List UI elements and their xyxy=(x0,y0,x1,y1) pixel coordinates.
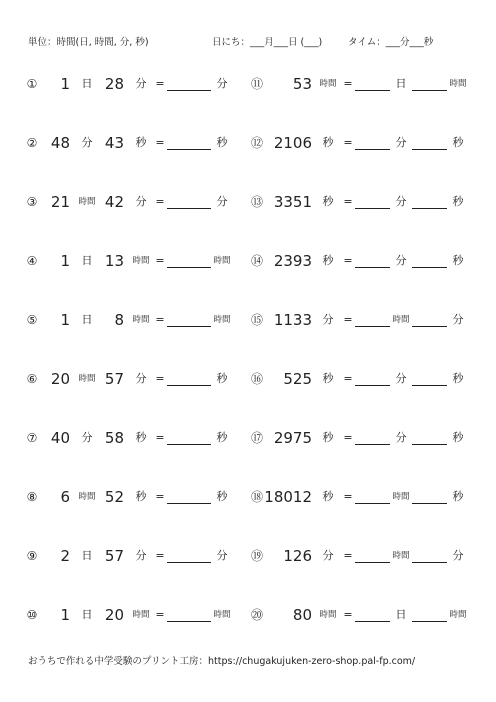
answer-blank-second[interactable] xyxy=(412,621,447,622)
answer-blank[interactable] xyxy=(167,90,211,91)
problem-number: ⑦ xyxy=(26,431,38,445)
equals-sign: = xyxy=(343,77,353,90)
problem-number: ② xyxy=(26,136,38,150)
equals-sign: = xyxy=(343,608,353,621)
equals-sign: = xyxy=(343,313,353,326)
given-value: 2106 xyxy=(273,134,312,152)
given-unit: 秒 xyxy=(322,254,334,267)
answer-blank[interactable] xyxy=(167,326,211,327)
second-unit: 秒 xyxy=(135,431,147,444)
given-unit: 秒 xyxy=(322,136,334,149)
problem-row xyxy=(0,603,496,627)
given-unit: 時間 xyxy=(319,79,337,89)
second-unit: 分 xyxy=(135,195,147,208)
problem-row xyxy=(0,131,496,155)
problem-number: ① xyxy=(26,77,38,91)
second-unit: 時間 xyxy=(132,315,150,325)
equals-sign: = xyxy=(343,549,353,562)
first-value: 1 xyxy=(60,252,70,270)
problem-row xyxy=(0,485,496,509)
problem-number: ⑨ xyxy=(26,549,38,563)
problem-number: ⑪ xyxy=(250,77,263,91)
problem-row xyxy=(0,544,496,568)
first-unit: 日 xyxy=(81,313,93,326)
answer-blank-second[interactable] xyxy=(412,385,447,386)
answer-unit-first: 分 xyxy=(395,254,407,267)
answer-blank[interactable] xyxy=(167,562,211,563)
first-value: 1 xyxy=(60,75,70,93)
answer-unit: 秒 xyxy=(216,490,228,503)
problem-row xyxy=(0,249,496,273)
given-value: 525 xyxy=(283,370,312,388)
first-unit: 時間 xyxy=(78,374,96,384)
second-value: 58 xyxy=(104,429,124,447)
first-unit: 分 xyxy=(81,136,93,149)
problem-number: ④ xyxy=(26,254,38,268)
answer-unit-first: 分 xyxy=(395,195,407,208)
second-value: 52 xyxy=(104,488,124,506)
answer-blank[interactable] xyxy=(167,267,211,268)
equals-sign: = xyxy=(155,490,165,503)
first-unit: 時間 xyxy=(78,492,96,502)
equals-sign: = xyxy=(155,549,165,562)
answer-unit: 秒 xyxy=(216,431,228,444)
first-value: 40 xyxy=(50,429,70,447)
equals-sign: = xyxy=(155,136,165,149)
answer-unit: 分 xyxy=(216,549,228,562)
answer-blank-second[interactable] xyxy=(412,503,447,504)
problem-number: ⑯ xyxy=(250,372,263,386)
second-value: 20 xyxy=(104,606,124,624)
given-unit: 分 xyxy=(322,549,334,562)
given-value: 2975 xyxy=(273,429,312,447)
answer-unit-second: 秒 xyxy=(452,254,464,267)
answer-unit-second: 秒 xyxy=(452,490,464,503)
equals-sign: = xyxy=(155,431,165,444)
given-unit: 秒 xyxy=(322,372,334,385)
answer-unit-first: 分 xyxy=(395,431,407,444)
second-value: 57 xyxy=(104,370,124,388)
given-value: 3351 xyxy=(273,193,312,211)
problem-number: ⑬ xyxy=(250,195,263,209)
second-unit: 分 xyxy=(135,77,147,90)
answer-blank-first[interactable] xyxy=(355,503,390,504)
equals-sign: = xyxy=(343,195,353,208)
problem-number: ⑤ xyxy=(26,313,38,327)
answer-unit: 秒 xyxy=(216,136,228,149)
given-unit: 秒 xyxy=(322,490,334,503)
equals-sign: = xyxy=(155,77,165,90)
given-value: 53 xyxy=(292,75,312,93)
answer-unit-second: 秒 xyxy=(452,431,464,444)
answer-blank-second[interactable] xyxy=(412,267,447,268)
equals-sign: = xyxy=(155,254,165,267)
equals-sign: = xyxy=(343,490,353,503)
problem-number: ③ xyxy=(26,195,38,209)
problem-row xyxy=(0,190,496,214)
problem-row xyxy=(0,308,496,332)
given-unit: 分 xyxy=(322,313,334,326)
first-unit: 時間 xyxy=(78,197,96,207)
answer-unit-first: 時間 xyxy=(392,315,410,325)
answer-blank-first[interactable] xyxy=(355,149,390,150)
answer-blank[interactable] xyxy=(167,503,211,504)
answer-unit: 秒 xyxy=(216,372,228,385)
problem-row xyxy=(0,72,496,96)
answer-unit-first: 分 xyxy=(395,372,407,385)
second-unit: 分 xyxy=(135,372,147,385)
given-unit: 秒 xyxy=(322,195,334,208)
first-unit: 日 xyxy=(81,549,93,562)
given-value: 18012 xyxy=(264,488,312,506)
problem-number: ⑰ xyxy=(250,431,263,445)
second-unit: 時間 xyxy=(132,256,150,266)
answer-blank-second[interactable] xyxy=(412,90,447,91)
given-value: 2393 xyxy=(273,252,312,270)
answer-unit: 時間 xyxy=(213,256,231,266)
first-unit: 分 xyxy=(81,431,93,444)
problem-number: ⑩ xyxy=(26,608,38,622)
answer-blank-second[interactable] xyxy=(412,562,447,563)
answer-blank-first[interactable] xyxy=(355,621,390,622)
first-value: 48 xyxy=(50,134,70,152)
second-value: 8 xyxy=(114,311,124,329)
answer-unit-first: 分 xyxy=(395,136,407,149)
answer-blank-second[interactable] xyxy=(412,208,447,209)
answer-unit: 時間 xyxy=(213,610,231,620)
second-unit: 時間 xyxy=(132,610,150,620)
problem-row xyxy=(0,426,496,450)
answer-unit: 時間 xyxy=(213,315,231,325)
first-value: 1 xyxy=(60,606,70,624)
problem-number: ⑫ xyxy=(250,136,263,150)
units-label: 単位：時間(日, 時間, 分, 秒) xyxy=(28,37,149,48)
answer-blank-second[interactable] xyxy=(412,444,447,445)
answer-unit-second: 秒 xyxy=(452,372,464,385)
worksheet-header xyxy=(0,34,496,50)
given-value: 80 xyxy=(292,606,312,624)
answer-unit-second: 時間 xyxy=(449,79,467,89)
date-label: 日にち：___月___日 (___) xyxy=(212,37,323,48)
time-label: タイム：___分___秒 xyxy=(348,37,434,48)
answer-unit-second: 時間 xyxy=(449,610,467,620)
problem-number: ⑥ xyxy=(26,372,38,386)
given-value: 126 xyxy=(283,547,312,565)
first-unit: 日 xyxy=(81,77,93,90)
answer-unit-first: 日 xyxy=(395,608,407,621)
first-value: 1 xyxy=(60,311,70,329)
equals-sign: = xyxy=(343,431,353,444)
first-unit: 日 xyxy=(81,608,93,621)
first-value: 20 xyxy=(50,370,70,388)
second-unit: 秒 xyxy=(135,136,147,149)
second-value: 13 xyxy=(104,252,124,270)
first-value: 2 xyxy=(60,547,70,565)
answer-blank[interactable] xyxy=(167,149,211,150)
first-value: 21 xyxy=(50,193,70,211)
answer-blank-first[interactable] xyxy=(355,267,390,268)
second-value: 28 xyxy=(104,75,124,93)
problem-number: ⑮ xyxy=(250,313,263,327)
answer-unit-second: 分 xyxy=(452,549,464,562)
problem-number: ⑭ xyxy=(250,254,263,268)
answer-unit-first: 時間 xyxy=(392,551,410,561)
answer-blank[interactable] xyxy=(167,444,211,445)
answer-unit-second: 秒 xyxy=(452,136,464,149)
equals-sign: = xyxy=(343,254,353,267)
equals-sign: = xyxy=(343,136,353,149)
equals-sign: = xyxy=(155,608,165,621)
first-value: 6 xyxy=(60,488,70,506)
answer-blank[interactable] xyxy=(167,208,211,209)
answer-blank-first[interactable] xyxy=(355,562,390,563)
answer-blank-second[interactable] xyxy=(412,326,447,327)
second-value: 43 xyxy=(104,134,124,152)
equals-sign: = xyxy=(155,195,165,208)
problem-number: ⑱ xyxy=(250,490,263,504)
answer-unit-second: 秒 xyxy=(452,195,464,208)
problem-number: ⑲ xyxy=(250,549,263,563)
answer-unit-first: 時間 xyxy=(392,492,410,502)
answer-blank-first[interactable] xyxy=(355,326,390,327)
footer-credit: おうちで作れる中学受験のプリント工房：https://chugakujuken-zero-shop.pal-fp.com/ xyxy=(28,656,416,667)
problem-number: ⑧ xyxy=(26,490,38,504)
answer-unit-second: 分 xyxy=(452,313,464,326)
second-value: 57 xyxy=(104,547,124,565)
equals-sign: = xyxy=(343,372,353,385)
problem-row xyxy=(0,367,496,391)
answer-blank[interactable] xyxy=(167,385,211,386)
problem-number: ⑳ xyxy=(250,608,263,622)
equals-sign: = xyxy=(155,372,165,385)
answer-blank[interactable] xyxy=(167,621,211,622)
second-unit: 秒 xyxy=(135,490,147,503)
second-unit: 分 xyxy=(135,549,147,562)
answer-unit: 分 xyxy=(216,77,228,90)
answer-unit: 分 xyxy=(216,195,228,208)
second-value: 42 xyxy=(104,193,124,211)
given-value: 1133 xyxy=(273,311,312,329)
answer-blank-second[interactable] xyxy=(412,149,447,150)
answer-unit-first: 日 xyxy=(395,77,407,90)
equals-sign: = xyxy=(155,313,165,326)
answer-blank-first[interactable] xyxy=(355,208,390,209)
first-unit: 日 xyxy=(81,254,93,267)
given-unit: 秒 xyxy=(322,431,334,444)
answer-blank-first[interactable] xyxy=(355,385,390,386)
answer-blank-first[interactable] xyxy=(355,90,390,91)
answer-blank-first[interactable] xyxy=(355,444,390,445)
given-unit: 時間 xyxy=(319,610,337,620)
